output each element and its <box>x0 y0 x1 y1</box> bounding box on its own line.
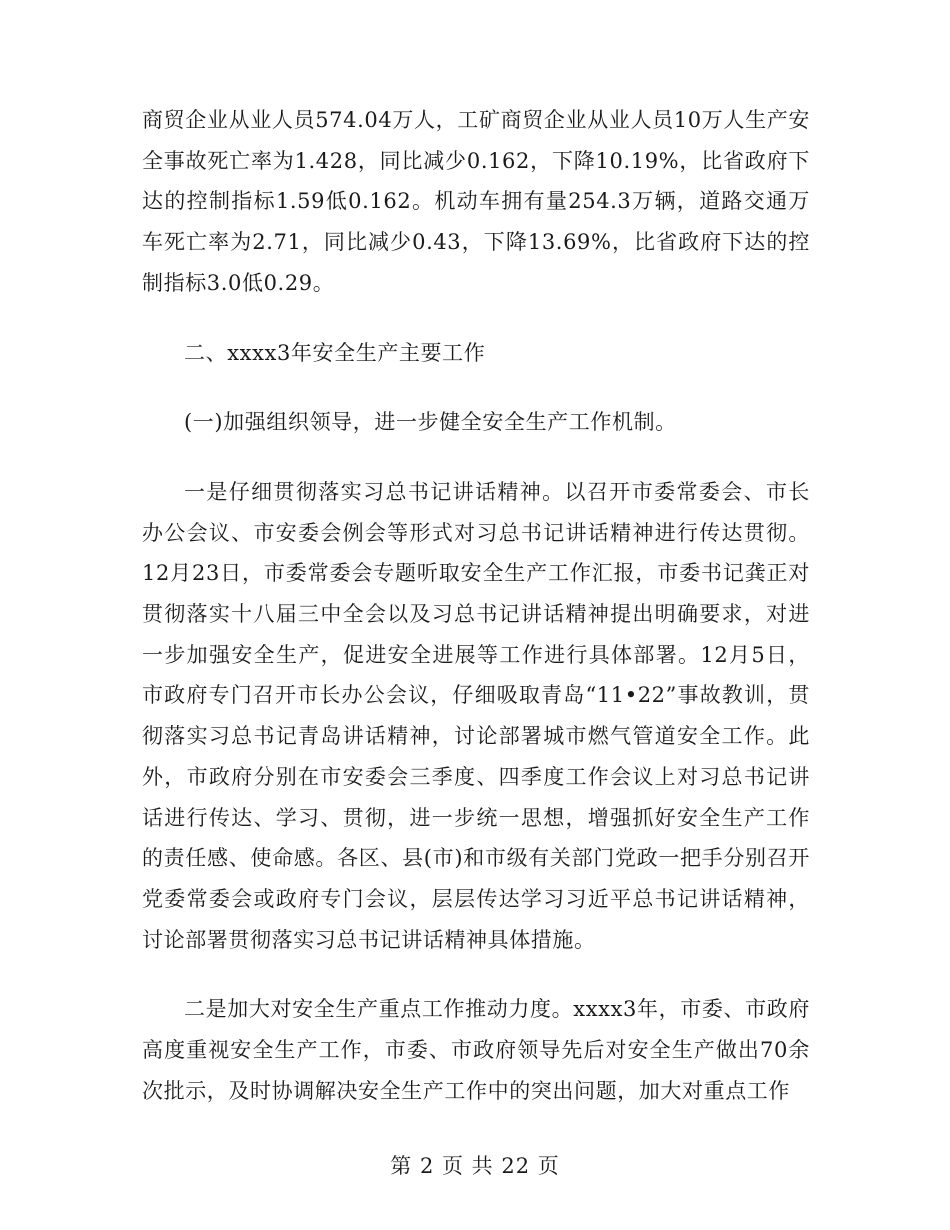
subsection-heading: (一)加强组织领导，进一步健全安全生产工作机制。 <box>184 410 677 435</box>
page-number-label: 第 2 页 共 22 页 <box>390 1154 560 1178</box>
paragraph-first-measure: 一是仔细贯彻落实习总书记讲话精神。以召开市委常委会、市长办公会议、市安委会例会等形式对习总书记讲话精神进行传达贯彻。12月23日，市委常委会专题听取安全生产工作汇报，市委书记龚正对贯彻落实十八届三中全会以及习总书记讲话精神提出明确要求，对进一步加强安全生产，促进安全进展等工作进行具体部署。12月5日，市政府专门召开市长办公会议，仔细吸取青岛“11•22”事故教训，贯彻落实习总书记青岛讲话精神，讨论部署城市燃气管道安全工作。此外，市政府分别在市安委会三季度、四季度工作会议上对习总书记讲话进行传达、学习、贯彻，进一步统一思想，增强抓好安全生产工作的责任感、使命感。各区、县(市)和市级有关部门党政一把手分别召开党委常委会或政府专门会议，层层传达学习习近平总书记讲话精神，讨论部署贯彻落实习总书记讲话精神具体措施。 <box>142 479 810 952</box>
paragraph-statistics: 商贸企业从业人员574.04万人，工矿商贸企业从业人员10万人生产安全事故死亡率为1.428，同比减少0.162，下降10.19%，比省政府下达的控制指标1.59低0.162。机动车拥有量254.3万辆，道路交通万车死亡率为2.71，同比减少0.43，下降13.69%，比省政府下达的控制指标3.0低0.29。 <box>142 108 810 295</box>
page-footer <box>0 1150 950 1180</box>
paragraph-second-measure: 二是加大对安全生产重点工作推动力度。xxxx3年，市委、市政府高度重视安全生产工作，市委、市政府领导先后对安全生产做出70余次批示，及时协调解决安全生产工作中的突出问题，加大对重点工作 <box>142 997 810 1103</box>
document-body <box>142 100 810 1111</box>
section-heading: 二、xxxx3年安全生产主要工作 <box>184 340 486 365</box>
